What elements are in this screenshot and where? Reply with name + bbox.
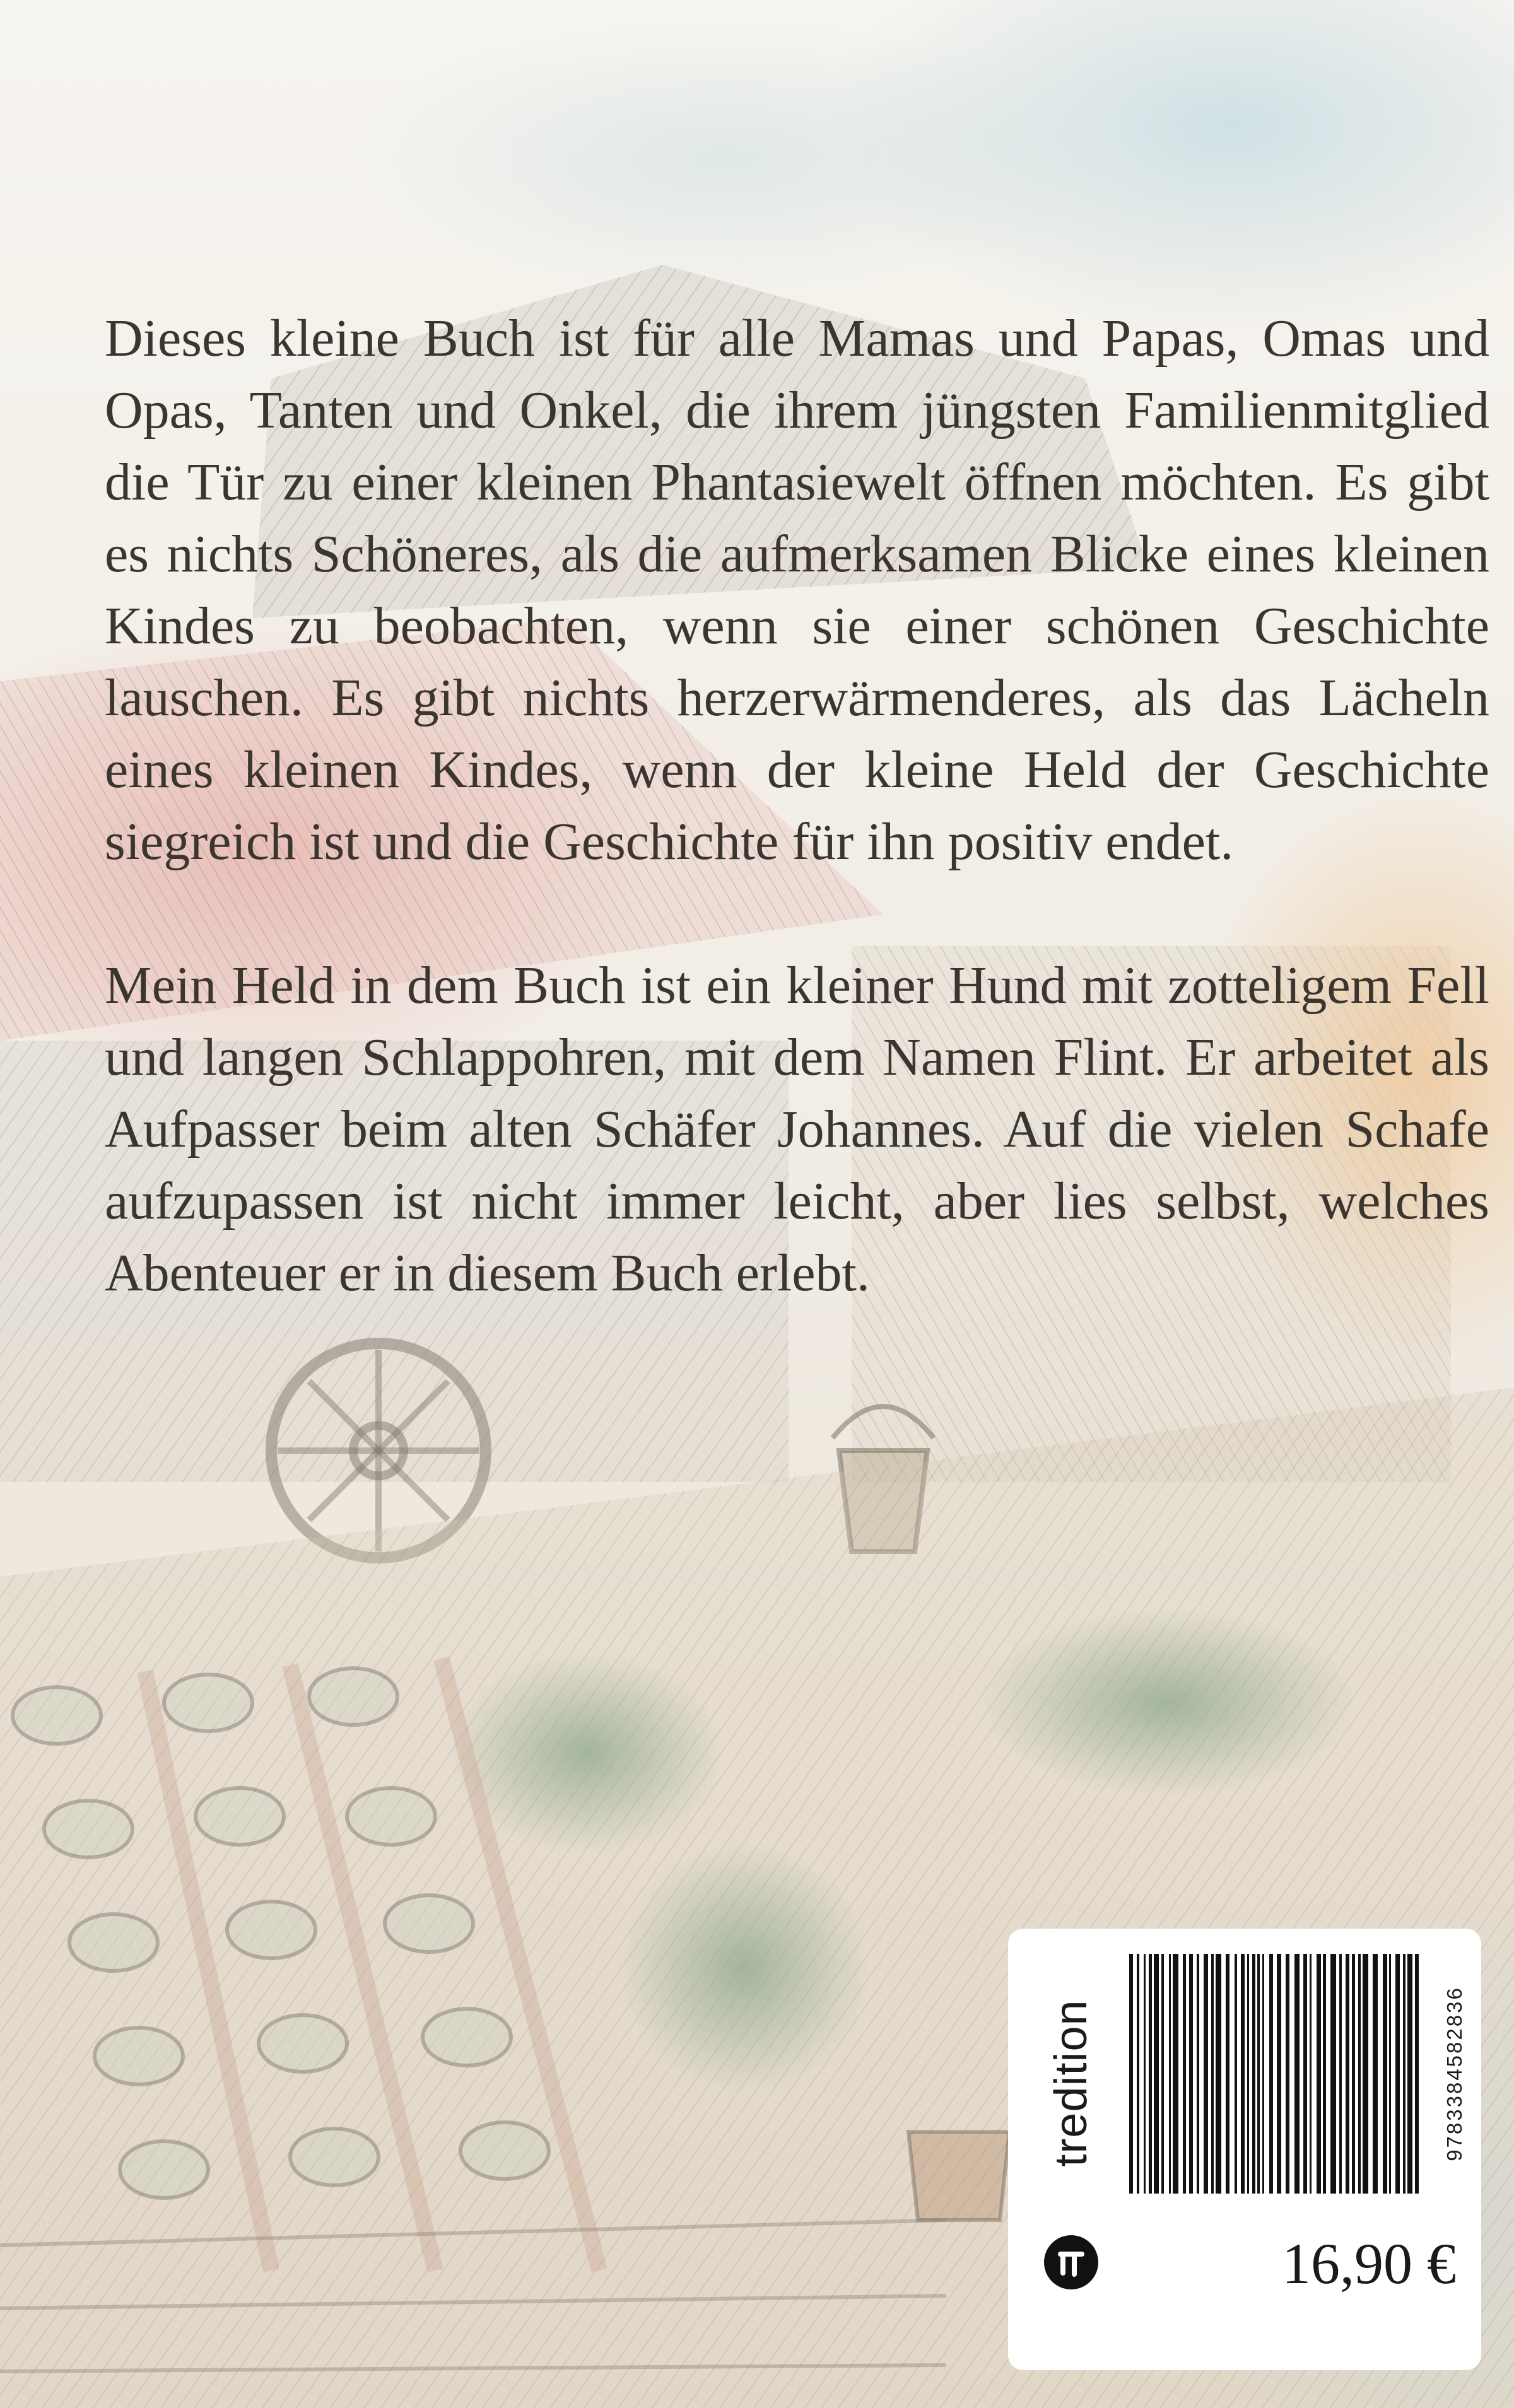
barcode-bar — [1211, 1954, 1214, 2194]
barcode-bar — [1173, 1954, 1178, 2194]
barcode-bar — [1389, 1954, 1391, 2194]
barcode-bar — [1183, 1954, 1186, 2194]
barcode-bar — [1252, 1954, 1255, 2194]
price-label: 16,90 € — [1282, 2231, 1456, 2296]
blurb-paragraph-2: Mein Held in dem Buch ist ein kleiner Hund mit zotteligem Fell und langen Schlappohren, mit dem Namen Flint. Er arbeitet als Aufpasser beim alten Schäfer Johannes. Auf die vielen Schafe aufzupassen ist nicht immer leicht, aber lies selbst, welches Abenteuer er in diesem Buch erlebt. — [105, 956, 1489, 1302]
isbn-number — [1442, 1954, 1467, 2194]
isbn-barcode — [1127, 1954, 1429, 2194]
barcode-bar — [1339, 1954, 1342, 2194]
back-cover-blurb — [105, 303, 1489, 1309]
barcode-bar — [1323, 1954, 1326, 2194]
barcode-bar — [1415, 1954, 1419, 2194]
publisher-logo-icon — [1044, 2235, 1098, 2289]
barcode-bar — [1358, 1954, 1361, 2194]
barcode-bar — [1286, 1954, 1289, 2194]
barcode-bar — [1197, 1954, 1199, 2194]
barcode-bar — [1317, 1954, 1321, 2194]
barcode-bar — [1395, 1954, 1400, 2194]
barcode-bar — [1346, 1954, 1349, 2194]
barcode-bar — [1137, 1954, 1139, 2194]
barcode-bar — [1144, 1954, 1146, 2194]
barcode-bar — [1352, 1954, 1355, 2194]
imprint-panel — [1008, 1929, 1481, 2370]
barcode-bar — [1189, 1954, 1193, 2194]
barcode-bar — [1310, 1954, 1312, 2194]
barcode-bar — [1407, 1954, 1412, 2194]
barcode-bar — [1149, 1954, 1152, 2194]
isbn-digits: 9783384582836 — [1443, 1986, 1466, 2161]
barcode-bar — [1235, 1954, 1237, 2194]
barcode-bar — [1294, 1954, 1300, 2194]
barcode-bar — [1277, 1954, 1281, 2194]
barcode-bar — [1363, 1954, 1368, 2194]
barcode-bar — [1257, 1954, 1260, 2194]
blurb-paragraph-1: Dieses kleine Buch ist für alle Mamas und Papas, Omas und Opas, Tanten und Onkel, die ihrem jüngsten Familienmitglied die Tür zu einer kleinen Phantasiewelt öffnen möchten. Es gibt es nichts Schöneres, als die aufmerksamen Blicke eines kleinen Kindes zu beobachten, wenn sie einer schönen Geschichte lauschen. Es gibt nichts herzerwärmenderes, als das Lächeln eines kleinen Kindes, wenn der kleine Held der Geschichte siegreich ist und die Geschichte für ihn positiv endet. — [105, 309, 1489, 871]
barcode-icon — [1127, 1954, 1429, 2194]
barcode-bar — [1241, 1954, 1245, 2194]
barcode-bar — [1303, 1954, 1307, 2194]
barcode-bar — [1373, 1954, 1378, 2194]
barcode-bar — [1204, 1954, 1208, 2194]
barcode-bar — [1216, 1954, 1221, 2194]
barcode-bar — [1247, 1954, 1249, 2194]
barcode-bar — [1169, 1954, 1171, 2194]
barcode-bar — [1154, 1954, 1159, 2194]
barcode-bar — [1129, 1954, 1133, 2194]
barcode-bar — [1269, 1954, 1273, 2194]
barcode-bar — [1262, 1954, 1264, 2194]
publisher-wordmark — [1043, 1948, 1100, 2219]
barcode-bar — [1403, 1954, 1405, 2194]
barcode-bar — [1161, 1954, 1164, 2194]
barcode-bar — [1226, 1954, 1229, 2194]
barcode-bar — [1383, 1954, 1387, 2194]
publisher-name: tredition — [1046, 1999, 1096, 2167]
barcode-bar — [1330, 1954, 1336, 2194]
